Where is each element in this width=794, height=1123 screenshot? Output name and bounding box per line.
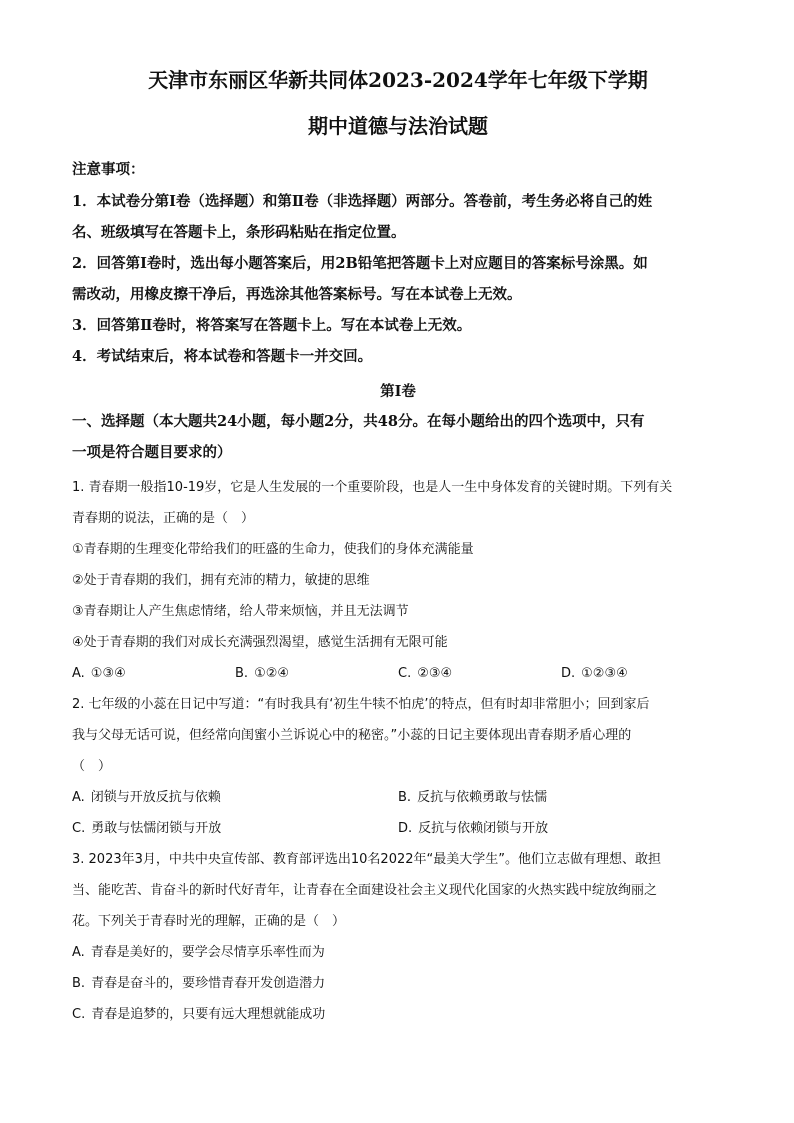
- option-a: [72, 937, 724, 968]
- option-a: [72, 658, 235, 689]
- volume-label: 第Ⅰ卷: [380, 383, 416, 400]
- question-stem-line: 当、能吃苦、肯奋斗的新时代好青年，让青春在全面建设社会主义现代化国家的火热实践中绽放绚丽之: [72, 883, 658, 898]
- question-stem-line: （ ）: [72, 759, 112, 774]
- option-letter: B.: [235, 666, 249, 681]
- question-3: [72, 844, 724, 1030]
- option-letter: A.: [72, 666, 85, 681]
- options-grid: [72, 782, 724, 844]
- option-b: [235, 658, 398, 689]
- option-letter: C.: [72, 821, 86, 836]
- option-b: [72, 968, 724, 999]
- question-stem-line: 青春期的说法，正确的是（ ）: [72, 511, 255, 526]
- exam-title-line2: 期中道德与法治试题: [308, 114, 488, 138]
- exam-title-line1: 天津市东丽区华新共同体2023-2024学年七年级下学期: [148, 68, 648, 92]
- option-text: 勇敢与怯懦闭锁与开放: [91, 821, 222, 836]
- exam-page: [72, 66, 724, 1030]
- option-text: 闭锁与开放反抗与依赖: [90, 790, 221, 805]
- option-letter: D.: [398, 821, 413, 836]
- question-stem-line: 3. 2023年3月，中共中央宣传部、教育部评选出10名2022年“最美大学生”。他们立志做有理想、敢担: [72, 852, 661, 867]
- question-stem-line: 1. 青春期一般指10-19岁，它是人生发展的一个重要阶段，也是人一生中身体发育的关键时期。下列有关: [72, 480, 673, 495]
- option-d: [398, 813, 724, 844]
- statement: ④处于青春期的我们对成长充满强烈渴望，感觉生活拥有无限可能: [72, 635, 448, 650]
- note-line: 4．考试结束后，将本试卷和答题卡一并交回。: [72, 348, 373, 365]
- question-stem-line: 花。下列关于青春时光的理解，正确的是（ ）: [72, 914, 346, 929]
- option-text: 反抗与依赖闭锁与开放: [418, 821, 549, 836]
- option-d: [561, 658, 724, 689]
- question-2: [72, 689, 724, 844]
- section-heading: [72, 406, 724, 468]
- option-text: 青春是奋斗的，要珍惜青春开发创造潜力: [91, 976, 326, 991]
- option-text: 青春是美好的，要学会尽情享乐率性而为: [90, 945, 325, 960]
- option-text: ①②④: [254, 666, 290, 681]
- option-c: [72, 999, 724, 1030]
- option-text: 青春是追梦的，只要有远大理想就能成功: [91, 1007, 326, 1022]
- statement: ①青春期的生理变化带给我们的旺盛的生命力，使我们的身体充满能量: [72, 542, 474, 557]
- option-text: ①②③④: [581, 666, 628, 681]
- note-line: 3．回答第Ⅱ卷时，将答案写在答题卡上。写在本试卷上无效。: [72, 317, 472, 334]
- option-a: [72, 782, 398, 813]
- option-letter: C.: [398, 666, 412, 681]
- statement: ②处于青春期的我们，拥有充沛的精力，敏捷的思维: [72, 573, 370, 588]
- note-line: 名、班级填写在答题卡上，条形码粘贴在指定位置。: [72, 224, 406, 241]
- question-1: [72, 472, 724, 689]
- note-line: 2．回答第Ⅰ卷时，选出每小题答案后，用2B铅笔把答题卡上对应题目的答案标号涂黑。如: [72, 255, 648, 272]
- question-stem-line: 2. 七年级的小蕊在日记中写道：“有时我具有‘初生牛犊不怕虎’的特点，但有时却非常胆小；回到家后: [72, 697, 650, 712]
- note-line: 1．本试卷分第Ⅰ卷（选择题）和第Ⅱ卷（非选择题）两部分。答卷前，考生务必将自己的姓: [72, 193, 653, 210]
- options-row: [72, 658, 724, 689]
- option-letter: A.: [72, 790, 85, 805]
- option-text: ②③④: [417, 666, 453, 681]
- option-letter: B.: [72, 976, 86, 991]
- option-c: [72, 813, 398, 844]
- option-letter: D.: [561, 666, 576, 681]
- option-letter: B.: [398, 790, 412, 805]
- option-b: [398, 782, 724, 813]
- option-c: [398, 658, 561, 689]
- option-text: 反抗与依赖勇敢与怯懦: [417, 790, 548, 805]
- notes-heading: 注意事项：: [72, 161, 145, 178]
- option-text: ①③④: [90, 666, 126, 681]
- section-heading-line: 一、选择题（本大题共24小题，每小题2分，共48分。在每小题给出的四个选项中，只有: [72, 413, 645, 430]
- section-heading-line: 一项是符合题目要求的）: [72, 444, 232, 461]
- question-stem-line: 我与父母无话可说，但经常向闺蜜小兰诉说心中的秘密。”小蕊的日记主要体现出青春期矛盾心理的: [72, 728, 632, 743]
- note-line: 需改动，用橡皮擦干净后，再选涂其他答案标号。写在本试卷上无效。: [72, 286, 522, 303]
- option-letter: C.: [72, 1007, 86, 1022]
- statement: ③青春期让人产生焦虑情绪，给人带来烦恼，并且无法调节: [72, 604, 409, 619]
- option-letter: A.: [72, 945, 85, 960]
